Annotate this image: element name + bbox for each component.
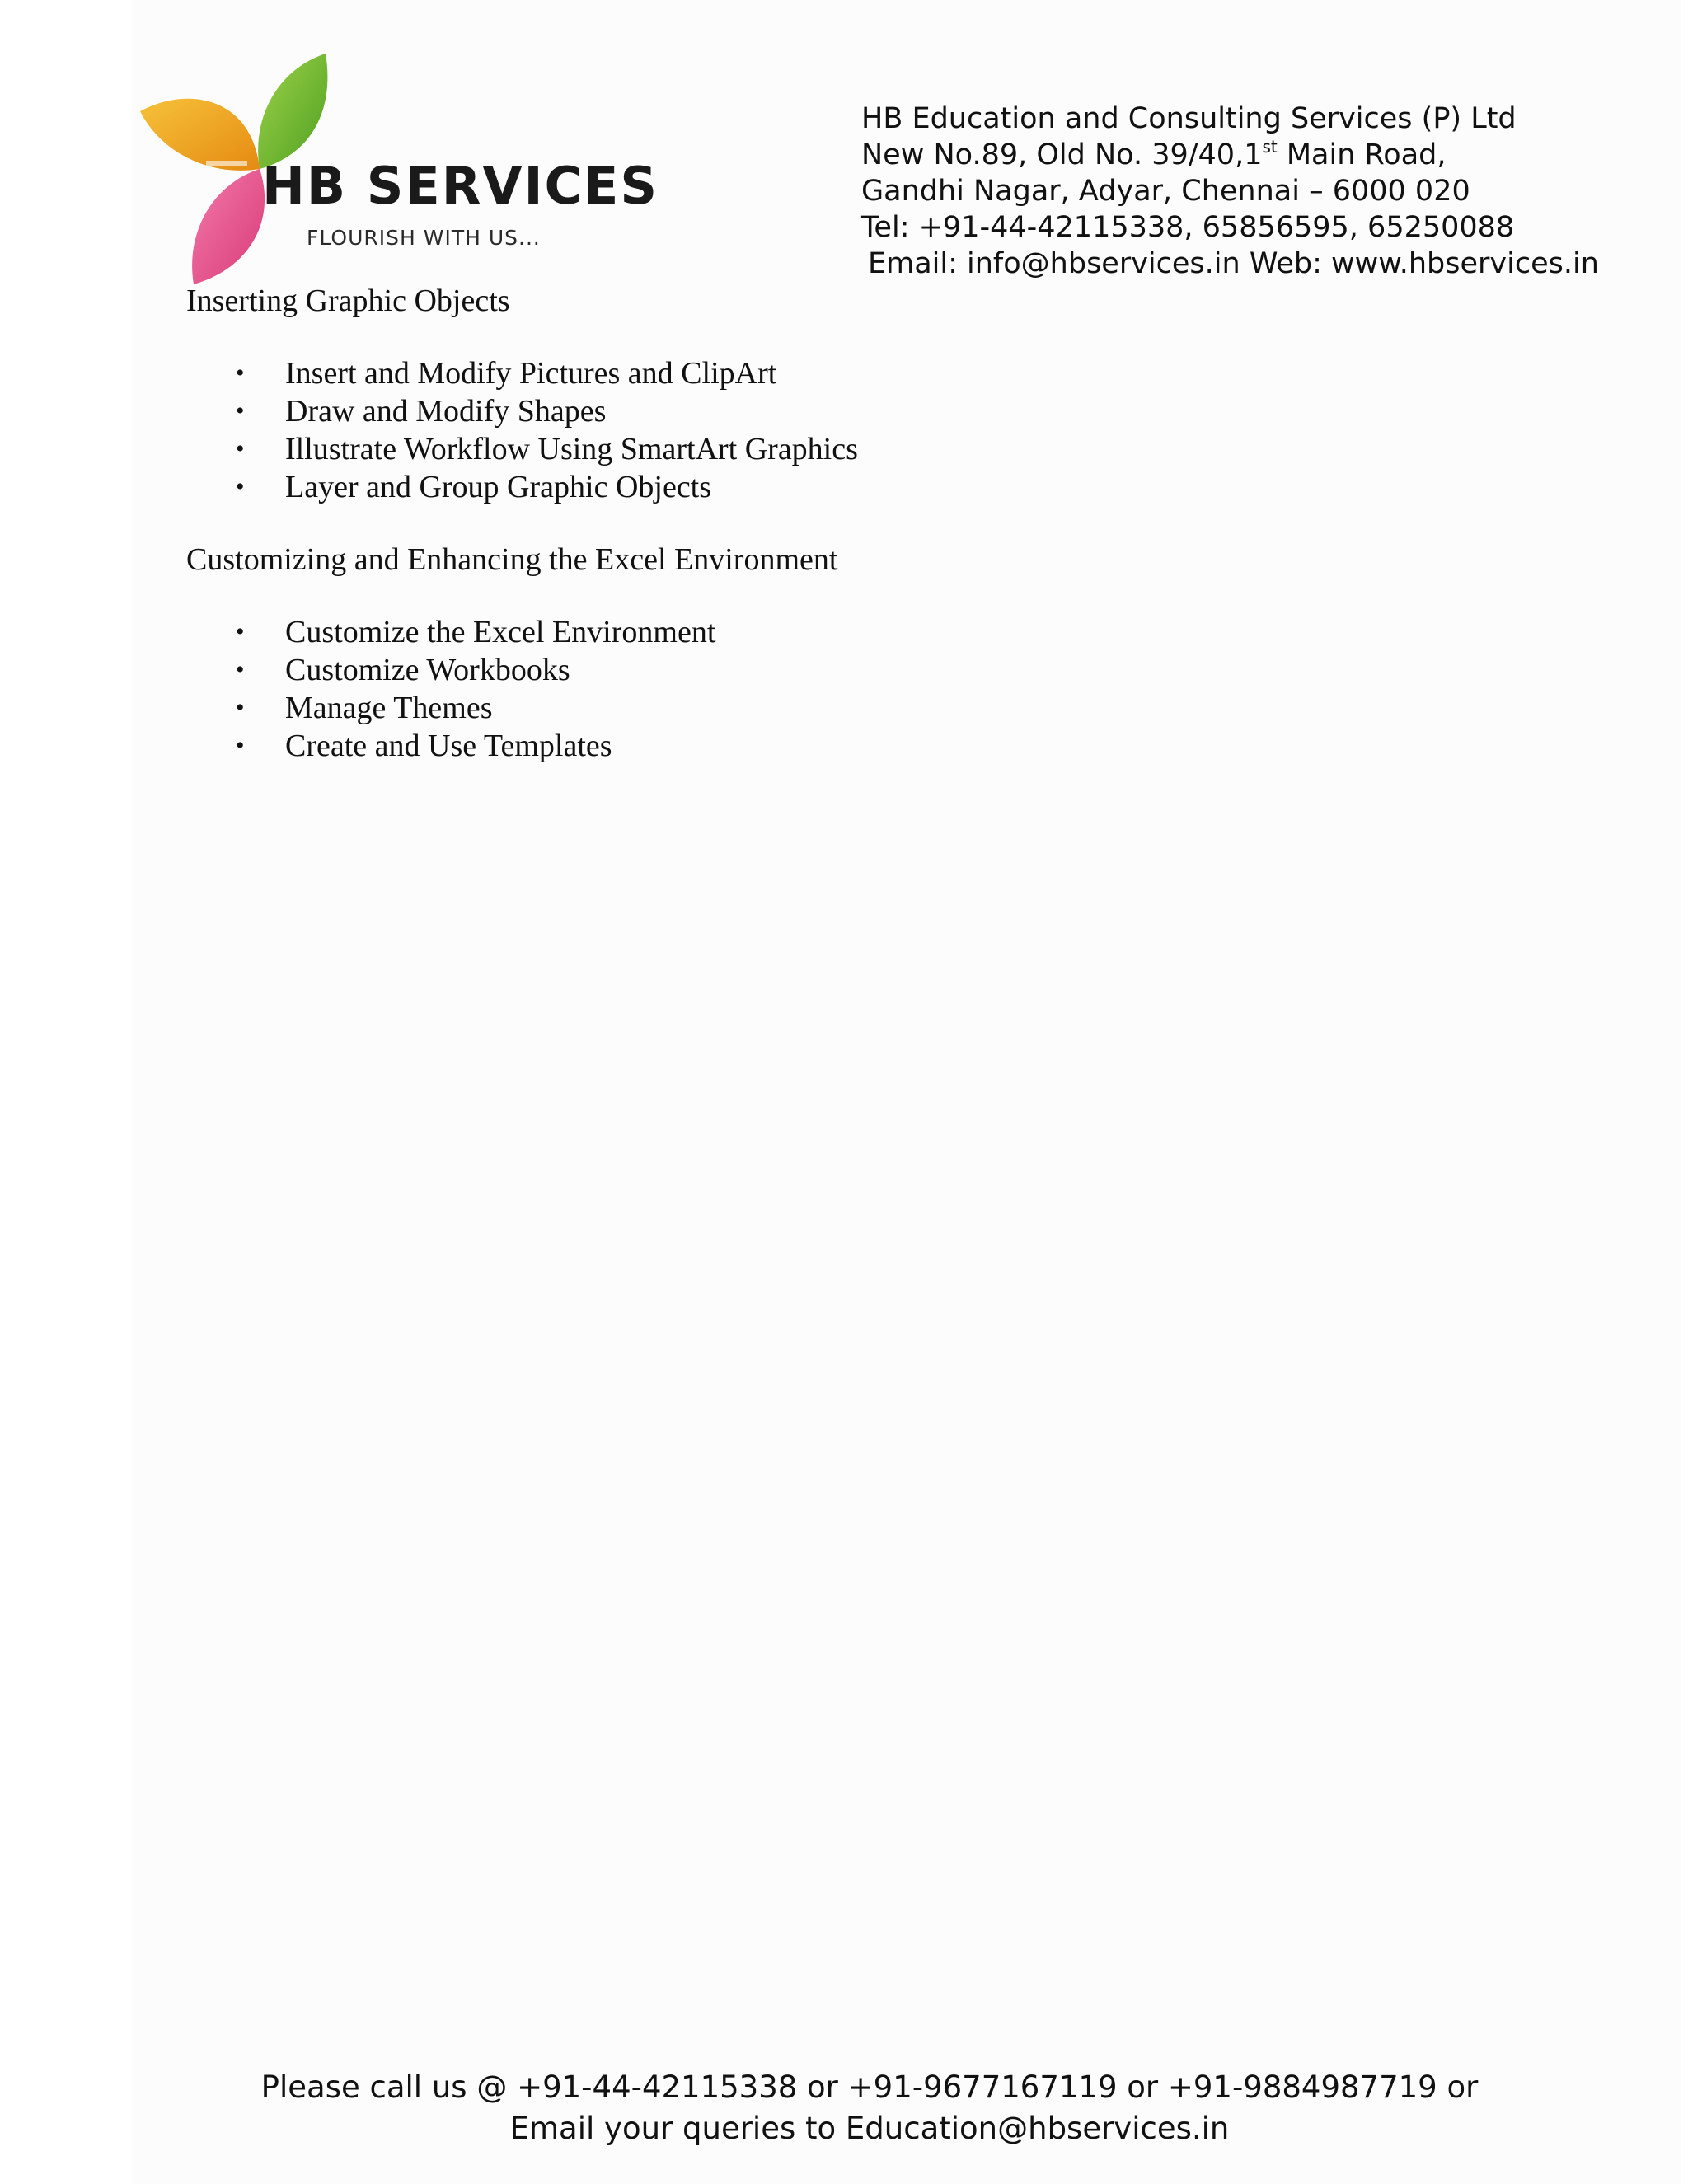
footer-contact [0, 2067, 1688, 2149]
list-item: • Manage Themes [236, 691, 493, 725]
document-body [186, 282, 858, 799]
section-heading-graphic-objects: Inserting Graphic Objects [186, 284, 510, 318]
bullet-icon: • [236, 397, 245, 424]
list-item: • Create and Use Templates [236, 729, 612, 763]
bullet-icon: • [236, 435, 245, 462]
footer-email-line: Email your queries to Education@hbservices.in [509, 2111, 1230, 2146]
section-heading-excel-environment: Customizing and Enhancing the Excel Environment [186, 542, 838, 577]
list-item: • Customize Workbooks [236, 653, 570, 687]
address-line-2: Gandhi Nagar, Adyar, Chennai – 6000 020 [861, 175, 1470, 208]
list-item: • Draw and Modify Shapes [236, 394, 607, 429]
topic-list-graphic-objects [186, 354, 858, 506]
bullet-icon: • [236, 656, 245, 683]
bullet-icon: • [236, 618, 245, 645]
green-leaf-icon [258, 54, 327, 169]
pink-leaf-icon [192, 169, 265, 284]
bullet-icon: • [236, 732, 245, 759]
telephone-line: Tel: +91-44-42115338, 65856595, 65250088 [861, 211, 1515, 244]
topic-list-excel-environment [186, 613, 858, 765]
list-item: • Layer and Group Graphic Objects [236, 470, 712, 504]
list-item: • Customize the Excel Environment [236, 615, 716, 649]
bullet-icon: • [236, 694, 245, 721]
address-line-1: New No.89, Old No. 39/40,1st Main Road, [861, 137, 1447, 171]
company-name: HB Education and Consulting Services (P) Ltd [861, 102, 1517, 135]
email-web-line: Email: info@hbservices.in Web: www.hbservices.in [868, 247, 1599, 280]
logo-tagline: FLOURISH WITH US... [307, 226, 541, 250]
bullet-icon: • [236, 473, 245, 500]
list-item: • Insert and Modify Pictures and ClipArt [236, 356, 777, 391]
footer-phone-line: Please call us @ +91-44-42115338 or +91-9677167119 or +91-9884987719 or [260, 2069, 1479, 2105]
bullet-icon: • [236, 359, 245, 387]
list-item: • Illustrate Workflow Using SmartArt Graphics [236, 432, 858, 466]
orange-leaf-icon [140, 99, 260, 171]
logo-brand-text: HB SERVICES [262, 156, 659, 216]
company-address-block [861, 101, 1599, 282]
